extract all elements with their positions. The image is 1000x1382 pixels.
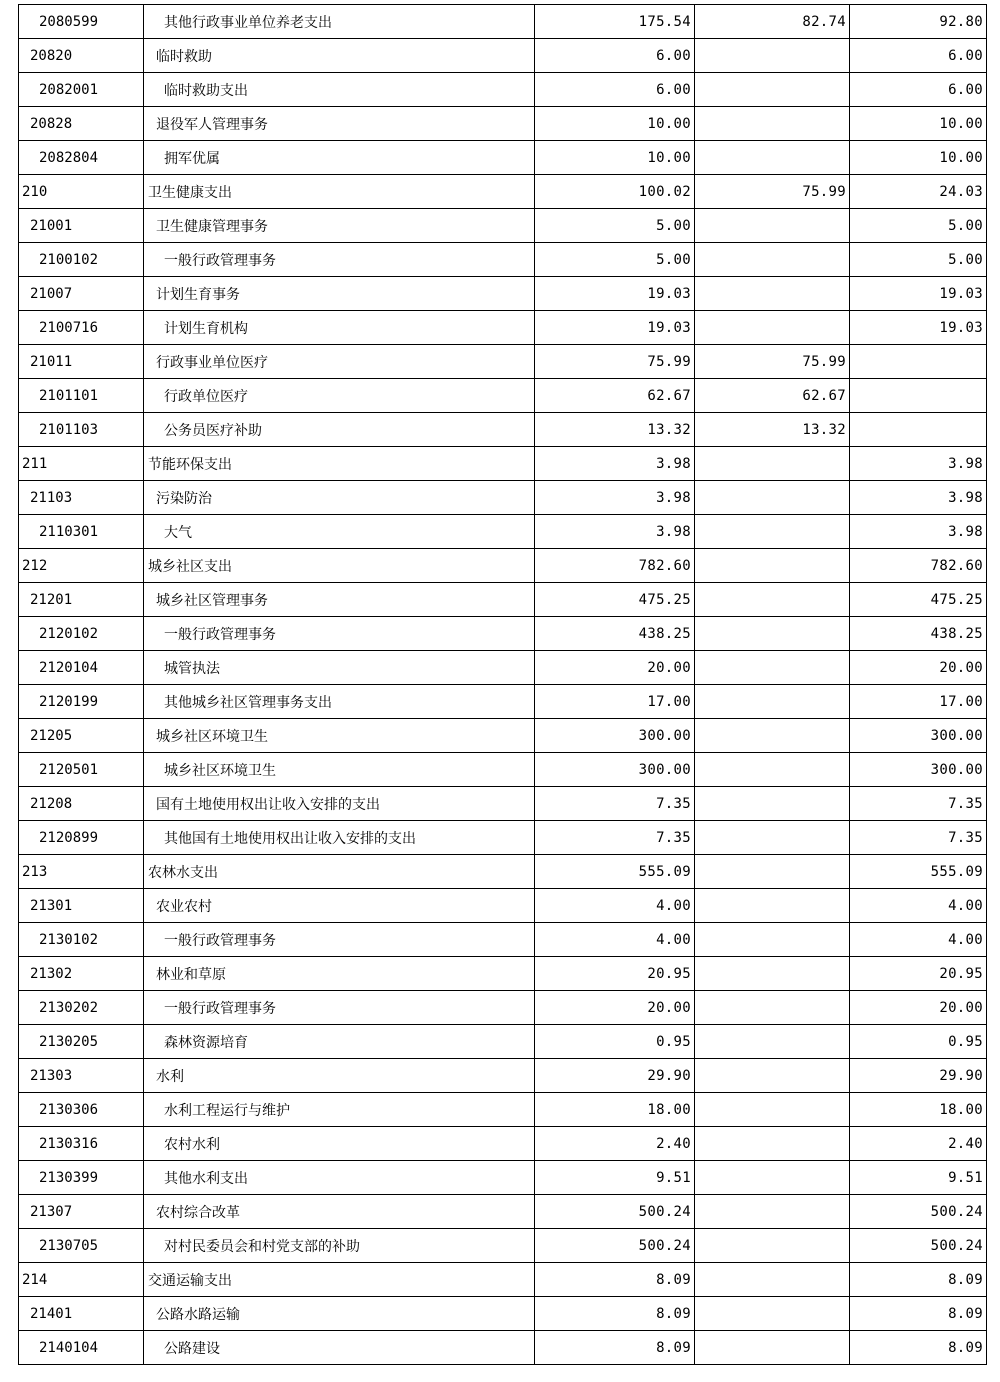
total-amount-cell: 5.00 xyxy=(535,243,695,277)
table-row xyxy=(19,1025,987,1059)
project-expenditure-cell: 19.03 xyxy=(850,277,987,311)
table-row xyxy=(19,1059,987,1093)
account-code-cell: 21208 xyxy=(19,787,144,821)
basic-expenditure-cell xyxy=(695,1161,850,1195)
table-row xyxy=(19,821,987,855)
basic-expenditure-cell xyxy=(695,617,850,651)
project-expenditure-cell: 3.98 xyxy=(850,447,987,481)
total-amount-cell: 19.03 xyxy=(535,277,695,311)
table-row xyxy=(19,277,987,311)
project-expenditure-cell: 29.90 xyxy=(850,1059,987,1093)
project-expenditure-cell: 24.03 xyxy=(850,175,987,209)
project-expenditure-cell: 300.00 xyxy=(850,753,987,787)
account-code-cell: 2130205 xyxy=(19,1025,144,1059)
account-name-cell: 城乡社区环境卫生 xyxy=(144,719,535,753)
account-name-cell: 公务员医疗补助 xyxy=(144,413,535,447)
project-expenditure-cell: 8.09 xyxy=(850,1263,987,1297)
basic-expenditure-cell xyxy=(695,1093,850,1127)
account-name-cell: 公路水路运输 xyxy=(144,1297,535,1331)
project-expenditure-cell: 8.09 xyxy=(850,1331,987,1365)
account-name-cell: 卫生健康支出 xyxy=(144,175,535,209)
project-expenditure-cell: 6.00 xyxy=(850,39,987,73)
basic-expenditure-cell xyxy=(695,923,850,957)
project-expenditure-cell: 10.00 xyxy=(850,107,987,141)
total-amount-cell: 62.67 xyxy=(535,379,695,413)
table-row xyxy=(19,991,987,1025)
table-row xyxy=(19,583,987,617)
basic-expenditure-cell: 75.99 xyxy=(695,175,850,209)
account-code-cell: 21301 xyxy=(19,889,144,923)
basic-expenditure-cell xyxy=(695,957,850,991)
table-row xyxy=(19,957,987,991)
account-code-cell: 21307 xyxy=(19,1195,144,1229)
account-name-cell: 行政单位医疗 xyxy=(144,379,535,413)
total-amount-cell: 10.00 xyxy=(535,107,695,141)
basic-expenditure-cell xyxy=(695,1331,850,1365)
project-expenditure-cell: 300.00 xyxy=(850,719,987,753)
basic-expenditure-cell xyxy=(695,583,850,617)
account-name-cell: 临时救助支出 xyxy=(144,73,535,107)
account-name-cell: 一般行政管理事务 xyxy=(144,243,535,277)
table-row xyxy=(19,209,987,243)
table-row xyxy=(19,1195,987,1229)
project-expenditure-cell: 2.40 xyxy=(850,1127,987,1161)
account-name-cell: 其他国有土地使用权出让收入安排的支出 xyxy=(144,821,535,855)
basic-expenditure-cell xyxy=(695,39,850,73)
total-amount-cell: 6.00 xyxy=(535,39,695,73)
project-expenditure-cell: 20.00 xyxy=(850,651,987,685)
account-name-cell: 国有土地使用权出让收入安排的支出 xyxy=(144,787,535,821)
table-row xyxy=(19,107,987,141)
project-expenditure-cell: 9.51 xyxy=(850,1161,987,1195)
account-code-cell: 2082804 xyxy=(19,141,144,175)
total-amount-cell: 3.98 xyxy=(535,447,695,481)
account-code-cell: 21103 xyxy=(19,481,144,515)
project-expenditure-cell: 500.24 xyxy=(850,1195,987,1229)
account-code-cell: 21011 xyxy=(19,345,144,379)
project-expenditure-cell: 8.09 xyxy=(850,1297,987,1331)
basic-expenditure-cell xyxy=(695,1263,850,1297)
table-row xyxy=(19,1161,987,1195)
account-code-cell: 211 xyxy=(19,447,144,481)
total-amount-cell: 5.00 xyxy=(535,209,695,243)
table-row xyxy=(19,175,987,209)
account-name-cell: 其他城乡社区管理事务支出 xyxy=(144,685,535,719)
table-row xyxy=(19,481,987,515)
table-row xyxy=(19,923,987,957)
account-name-cell: 城乡社区支出 xyxy=(144,549,535,583)
project-expenditure-cell: 3.98 xyxy=(850,515,987,549)
project-expenditure-cell: 4.00 xyxy=(850,923,987,957)
table-row xyxy=(19,243,987,277)
account-code-cell: 2120104 xyxy=(19,651,144,685)
basic-expenditure-cell xyxy=(695,787,850,821)
total-amount-cell: 555.09 xyxy=(535,855,695,889)
account-name-cell: 城管执法 xyxy=(144,651,535,685)
total-amount-cell: 10.00 xyxy=(535,141,695,175)
total-amount-cell: 9.51 xyxy=(535,1161,695,1195)
total-amount-cell: 500.24 xyxy=(535,1195,695,1229)
basic-expenditure-cell: 82.74 xyxy=(695,5,850,39)
table-row xyxy=(19,685,987,719)
basic-expenditure-cell xyxy=(695,685,850,719)
project-expenditure-cell: 438.25 xyxy=(850,617,987,651)
project-expenditure-cell xyxy=(850,413,987,447)
account-code-cell: 210 xyxy=(19,175,144,209)
project-expenditure-cell: 17.00 xyxy=(850,685,987,719)
table-row xyxy=(19,1331,987,1365)
project-expenditure-cell: 500.24 xyxy=(850,1229,987,1263)
total-amount-cell: 20.95 xyxy=(535,957,695,991)
table-row xyxy=(19,855,987,889)
project-expenditure-cell: 0.95 xyxy=(850,1025,987,1059)
account-code-cell: 2100716 xyxy=(19,311,144,345)
table-row xyxy=(19,719,987,753)
total-amount-cell: 175.54 xyxy=(535,5,695,39)
table-row xyxy=(19,753,987,787)
total-amount-cell: 300.00 xyxy=(535,753,695,787)
account-name-cell: 林业和草原 xyxy=(144,957,535,991)
basic-expenditure-cell xyxy=(695,141,850,175)
total-amount-cell: 782.60 xyxy=(535,549,695,583)
basic-expenditure-cell xyxy=(695,1059,850,1093)
account-code-cell: 2100102 xyxy=(19,243,144,277)
account-name-cell: 节能环保支出 xyxy=(144,447,535,481)
total-amount-cell: 3.98 xyxy=(535,481,695,515)
account-name-cell: 行政事业单位医疗 xyxy=(144,345,535,379)
basic-expenditure-cell xyxy=(695,549,850,583)
table-row xyxy=(19,345,987,379)
basic-expenditure-cell xyxy=(695,277,850,311)
table-body xyxy=(19,5,987,1365)
total-amount-cell: 0.95 xyxy=(535,1025,695,1059)
account-name-cell: 公路建设 xyxy=(144,1331,535,1365)
project-expenditure-cell: 7.35 xyxy=(850,787,987,821)
account-name-cell: 其他水利支出 xyxy=(144,1161,535,1195)
project-expenditure-cell: 4.00 xyxy=(850,889,987,923)
account-code-cell: 2130102 xyxy=(19,923,144,957)
total-amount-cell: 7.35 xyxy=(535,787,695,821)
account-code-cell: 2130306 xyxy=(19,1093,144,1127)
total-amount-cell: 300.00 xyxy=(535,719,695,753)
project-expenditure-cell: 19.03 xyxy=(850,311,987,345)
account-name-cell: 退役军人管理事务 xyxy=(144,107,535,141)
table-row xyxy=(19,1229,987,1263)
basic-expenditure-cell xyxy=(695,243,850,277)
project-expenditure-cell: 555.09 xyxy=(850,855,987,889)
account-name-cell: 大气 xyxy=(144,515,535,549)
basic-expenditure-cell xyxy=(695,1025,850,1059)
account-code-cell: 21302 xyxy=(19,957,144,991)
account-code-cell: 21201 xyxy=(19,583,144,617)
total-amount-cell: 7.35 xyxy=(535,821,695,855)
account-name-cell: 一般行政管理事务 xyxy=(144,923,535,957)
account-name-cell: 交通运输支出 xyxy=(144,1263,535,1297)
total-amount-cell: 17.00 xyxy=(535,685,695,719)
basic-expenditure-cell xyxy=(695,1195,850,1229)
basic-expenditure-cell xyxy=(695,447,850,481)
basic-expenditure-cell xyxy=(695,719,850,753)
table-row xyxy=(19,1263,987,1297)
account-code-cell: 2140104 xyxy=(19,1331,144,1365)
table-row xyxy=(19,413,987,447)
table-row xyxy=(19,515,987,549)
account-name-cell: 城乡社区管理事务 xyxy=(144,583,535,617)
project-expenditure-cell xyxy=(850,379,987,413)
account-name-cell: 一般行政管理事务 xyxy=(144,991,535,1025)
account-code-cell: 2120899 xyxy=(19,821,144,855)
project-expenditure-cell: 20.95 xyxy=(850,957,987,991)
account-name-cell: 农业农村 xyxy=(144,889,535,923)
account-name-cell: 计划生育机构 xyxy=(144,311,535,345)
account-code-cell: 2110301 xyxy=(19,515,144,549)
account-code-cell: 21205 xyxy=(19,719,144,753)
basic-expenditure-cell xyxy=(695,855,850,889)
account-name-cell: 计划生育事务 xyxy=(144,277,535,311)
account-name-cell: 农村综合改革 xyxy=(144,1195,535,1229)
account-code-cell: 21001 xyxy=(19,209,144,243)
account-name-cell: 其他行政事业单位养老支出 xyxy=(144,5,535,39)
basic-expenditure-cell xyxy=(695,991,850,1025)
total-amount-cell: 8.09 xyxy=(535,1263,695,1297)
total-amount-cell: 13.32 xyxy=(535,413,695,447)
table-row xyxy=(19,39,987,73)
account-name-cell: 森林资源培育 xyxy=(144,1025,535,1059)
total-amount-cell: 8.09 xyxy=(535,1297,695,1331)
total-amount-cell: 19.03 xyxy=(535,311,695,345)
project-expenditure-cell: 5.00 xyxy=(850,209,987,243)
account-code-cell: 2130316 xyxy=(19,1127,144,1161)
account-name-cell: 拥军优属 xyxy=(144,141,535,175)
table-row xyxy=(19,141,987,175)
account-code-cell: 2120102 xyxy=(19,617,144,651)
table-row xyxy=(19,447,987,481)
total-amount-cell: 500.24 xyxy=(535,1229,695,1263)
account-name-cell: 污染防治 xyxy=(144,481,535,515)
table-row xyxy=(19,311,987,345)
total-amount-cell: 6.00 xyxy=(535,73,695,107)
table-row xyxy=(19,1127,987,1161)
total-amount-cell: 18.00 xyxy=(535,1093,695,1127)
table-row xyxy=(19,5,987,39)
account-code-cell: 2120501 xyxy=(19,753,144,787)
account-code-cell: 2130202 xyxy=(19,991,144,1025)
total-amount-cell: 2.40 xyxy=(535,1127,695,1161)
total-amount-cell: 20.00 xyxy=(535,991,695,1025)
account-code-cell: 20820 xyxy=(19,39,144,73)
project-expenditure-cell: 92.80 xyxy=(850,5,987,39)
account-name-cell: 对村民委员会和村党支部的补助 xyxy=(144,1229,535,1263)
account-code-cell: 20828 xyxy=(19,107,144,141)
basic-expenditure-cell xyxy=(695,311,850,345)
account-name-cell: 临时救助 xyxy=(144,39,535,73)
basic-expenditure-cell: 62.67 xyxy=(695,379,850,413)
project-expenditure-cell: 6.00 xyxy=(850,73,987,107)
project-expenditure-cell: 782.60 xyxy=(850,549,987,583)
account-name-cell: 一般行政管理事务 xyxy=(144,617,535,651)
account-code-cell: 213 xyxy=(19,855,144,889)
table-row xyxy=(19,549,987,583)
account-name-cell: 农村水利 xyxy=(144,1127,535,1161)
project-expenditure-cell: 10.00 xyxy=(850,141,987,175)
total-amount-cell: 20.00 xyxy=(535,651,695,685)
total-amount-cell: 3.98 xyxy=(535,515,695,549)
basic-expenditure-cell xyxy=(695,753,850,787)
basic-expenditure-cell xyxy=(695,481,850,515)
account-code-cell: 21007 xyxy=(19,277,144,311)
account-code-cell: 21401 xyxy=(19,1297,144,1331)
project-expenditure-cell: 5.00 xyxy=(850,243,987,277)
total-amount-cell: 4.00 xyxy=(535,889,695,923)
expenditure-table xyxy=(18,4,987,1365)
account-code-cell: 2120199 xyxy=(19,685,144,719)
total-amount-cell: 438.25 xyxy=(535,617,695,651)
total-amount-cell: 475.25 xyxy=(535,583,695,617)
table-row xyxy=(19,379,987,413)
basic-expenditure-cell xyxy=(695,651,850,685)
account-name-cell: 卫生健康管理事务 xyxy=(144,209,535,243)
account-code-cell: 2130399 xyxy=(19,1161,144,1195)
account-name-cell: 水利工程运行与维护 xyxy=(144,1093,535,1127)
account-code-cell: 212 xyxy=(19,549,144,583)
project-expenditure-cell xyxy=(850,345,987,379)
account-code-cell: 21303 xyxy=(19,1059,144,1093)
project-expenditure-cell: 20.00 xyxy=(850,991,987,1025)
account-code-cell: 214 xyxy=(19,1263,144,1297)
account-code-cell: 2130705 xyxy=(19,1229,144,1263)
basic-expenditure-cell xyxy=(695,73,850,107)
table-row xyxy=(19,787,987,821)
project-expenditure-cell: 7.35 xyxy=(850,821,987,855)
table-row xyxy=(19,617,987,651)
account-name-cell: 水利 xyxy=(144,1059,535,1093)
basic-expenditure-cell: 75.99 xyxy=(695,345,850,379)
basic-expenditure-cell xyxy=(695,1127,850,1161)
basic-expenditure-cell xyxy=(695,209,850,243)
project-expenditure-cell: 475.25 xyxy=(850,583,987,617)
basic-expenditure-cell xyxy=(695,1229,850,1263)
table-row xyxy=(19,651,987,685)
table-row xyxy=(19,1093,987,1127)
total-amount-cell: 75.99 xyxy=(535,345,695,379)
table-row xyxy=(19,1297,987,1331)
account-code-cell: 2080599 xyxy=(19,5,144,39)
project-expenditure-cell: 18.00 xyxy=(850,1093,987,1127)
total-amount-cell: 100.02 xyxy=(535,175,695,209)
basic-expenditure-cell xyxy=(695,821,850,855)
total-amount-cell: 29.90 xyxy=(535,1059,695,1093)
total-amount-cell: 4.00 xyxy=(535,923,695,957)
table-row xyxy=(19,889,987,923)
project-expenditure-cell: 3.98 xyxy=(850,481,987,515)
account-code-cell: 2082001 xyxy=(19,73,144,107)
basic-expenditure-cell xyxy=(695,515,850,549)
account-code-cell: 2101101 xyxy=(19,379,144,413)
account-code-cell: 2101103 xyxy=(19,413,144,447)
basic-expenditure-cell xyxy=(695,107,850,141)
table-row xyxy=(19,73,987,107)
total-amount-cell: 8.09 xyxy=(535,1331,695,1365)
account-name-cell: 农林水支出 xyxy=(144,855,535,889)
basic-expenditure-cell xyxy=(695,1297,850,1331)
basic-expenditure-cell xyxy=(695,889,850,923)
basic-expenditure-cell: 13.32 xyxy=(695,413,850,447)
account-name-cell: 城乡社区环境卫生 xyxy=(144,753,535,787)
